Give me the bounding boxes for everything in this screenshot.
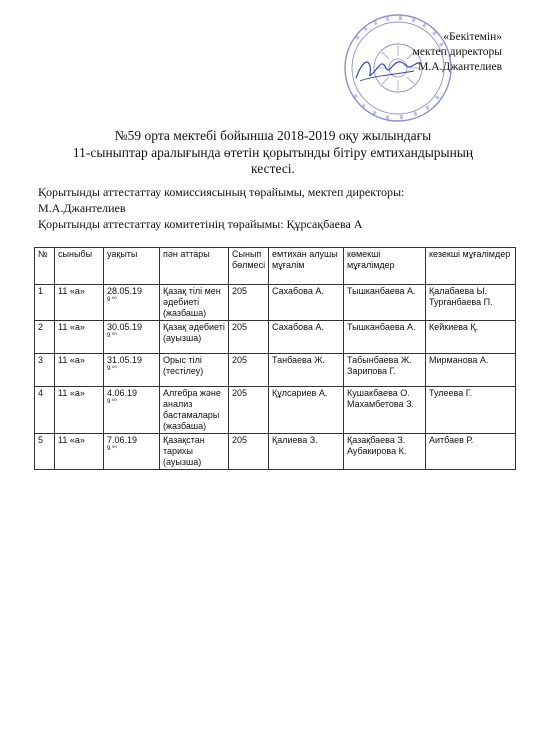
approval-position: мектеп директоры <box>412 46 502 58</box>
cell-assistants: Тышканбаева А. <box>344 321 426 354</box>
table-row <box>35 285 516 321</box>
cell-hour: 9 ⁰⁰ <box>107 333 117 339</box>
title-line-2: 11-сыныптар аралығында өтетін қорытынды бітіру емтихандырының <box>72 144 474 160</box>
header-number: № <box>35 248 55 285</box>
cell-examiner: Сахабова А. <box>269 285 344 321</box>
header-time: уақыты <box>104 248 160 285</box>
title-line-1: №59 орта мектебі бойынша 2018-2019 оқу жылындағы <box>114 128 432 143</box>
cell-subject: Қазақ әдебиеті (ауызша) <box>160 321 229 354</box>
approval-name: М.А.Джантелиев <box>418 61 502 73</box>
cell-date: 31.05.19 <box>107 355 143 365</box>
cell-time <box>104 434 160 470</box>
cell-duty: Мирманова А. <box>426 354 516 387</box>
cell-class: 11 «а» <box>55 434 104 470</box>
header-subject: пән аттары <box>160 248 229 285</box>
cell-hour: 9 ⁰⁰ <box>107 297 117 303</box>
cell-hour: 9 ⁰⁰ <box>107 399 117 405</box>
cell-date: 7.06.19 <box>107 435 138 445</box>
cell-duty: Кейкиева Қ. <box>426 321 516 354</box>
cell-assistants: Табынбаева Ж. Зарипова Г. <box>344 354 426 387</box>
cell-time <box>104 285 160 321</box>
cell-hour: 9 ⁰⁰ <box>107 446 117 452</box>
cell-subject: Алгебра және анализ бастамалары (жазбаша) <box>160 387 229 434</box>
cell-number: 5 <box>35 434 55 470</box>
table-row <box>35 434 516 470</box>
cell-assistants: Қазақбаева З. Аубакирова К. <box>344 434 426 470</box>
cell-room: 205 <box>229 434 269 470</box>
cell-class: 11 «а» <box>55 285 104 321</box>
approval-block <box>413 30 502 75</box>
cell-number: 2 <box>35 321 55 354</box>
cell-examiner: Қалиева З. <box>269 434 344 470</box>
info-line-3: Қорытынды аттестаттау комитетінің төрайымы: Құрсақбаева А <box>38 217 363 231</box>
document-title <box>0 128 546 178</box>
cell-date: 30.05.19 <box>107 322 143 332</box>
director-signature-icon <box>352 54 422 84</box>
cell-assistants: Кушакбаева О. Махамбетова З. <box>344 387 426 434</box>
info-line-2: М.А.Джантелиев <box>38 201 126 215</box>
table-row <box>35 354 516 387</box>
cell-time <box>104 387 160 434</box>
cell-date: 28.05.19 <box>107 286 143 296</box>
cell-number: 3 <box>35 354 55 387</box>
cell-number: 4 <box>35 387 55 434</box>
cell-time <box>104 321 160 354</box>
cell-subject: Орыс тілі (тестілеу) <box>160 354 229 387</box>
cell-examiner: Құлсариев А. <box>269 387 344 434</box>
cell-hour: 9 ⁰⁰ <box>107 366 117 372</box>
cell-class: 11 «а» <box>55 387 104 434</box>
cell-room: 205 <box>229 354 269 387</box>
cell-room: 205 <box>229 285 269 321</box>
exam-schedule-table <box>34 247 516 470</box>
header-examiner: емтихан алушы мұғалім <box>269 248 344 285</box>
cell-duty: Аитбаев Р. <box>426 434 516 470</box>
cell-number: 1 <box>35 285 55 321</box>
cell-duty: Қалабаева Ы. Турганбаева П. <box>426 285 516 321</box>
commission-info <box>38 184 404 232</box>
header-room: Сынып бөлмесі <box>229 248 269 285</box>
cell-class: 11 «а» <box>55 321 104 354</box>
table-row <box>35 387 516 434</box>
cell-room: 205 <box>229 387 269 434</box>
table-row <box>35 321 516 354</box>
approval-heading: «Бекітемін» <box>443 31 502 43</box>
cell-duty: Тулеева Г. <box>426 387 516 434</box>
cell-subject: Қазақ тілі мен әдебиеті (жазбаша) <box>160 285 229 321</box>
cell-examiner: Танбаева Ж. <box>269 354 344 387</box>
table-header-row <box>35 248 516 285</box>
header-duty: кезекші мұғалімдер <box>426 248 516 285</box>
cell-subject: Қазақстан тарихы (ауызша) <box>160 434 229 470</box>
cell-date: 4.06.19 <box>107 388 138 398</box>
header-assistants: көмекші мұғалімдер <box>344 248 426 285</box>
cell-assistants: Тышканбаева А. <box>344 285 426 321</box>
header-class: сыныбы <box>55 248 104 285</box>
cell-room: 205 <box>229 321 269 354</box>
info-line-1: Қорытынды аттестаттау комиссиясының төрайымы, мектеп директоры: <box>38 185 405 199</box>
cell-time <box>104 354 160 387</box>
cell-class: 11 «а» <box>55 354 104 387</box>
title-line-3: кестесі. <box>251 161 295 176</box>
cell-examiner: Сахабова А. <box>269 321 344 354</box>
